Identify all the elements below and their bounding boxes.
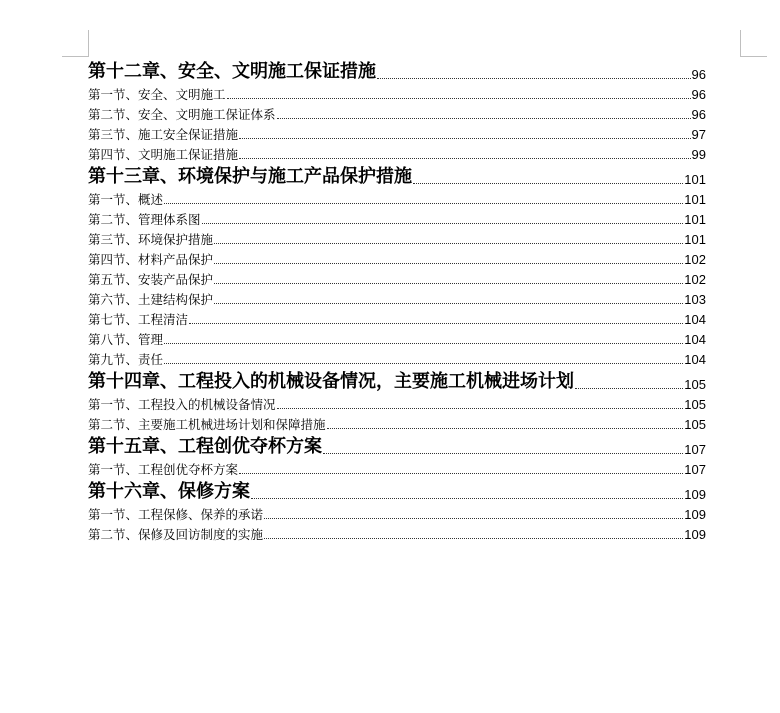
toc-dot-leader	[164, 343, 683, 344]
crop-mark-top-right	[740, 30, 767, 57]
toc-dot-leader	[251, 498, 683, 499]
toc-entry-title: 第十四章、工程投入的机械设备情况，主要施工机械进场计划	[88, 371, 574, 392]
toc-dot-leader	[413, 183, 683, 184]
toc-page-number: 96	[691, 87, 706, 102]
toc-dot-leader	[164, 203, 683, 204]
toc-entry-title: 第三节、施工安全保证措施	[88, 127, 239, 142]
toc-entry-title: 第二节、管理体系图	[88, 212, 201, 227]
toc-entry-title: 第一节、工程保修、保养的承诺	[88, 507, 264, 522]
toc-dot-leader	[164, 363, 683, 364]
toc-page-number: 109	[684, 487, 706, 502]
toc-section-entry[interactable]	[88, 83, 706, 103]
toc-page-number: 101	[684, 232, 706, 247]
toc-page-number: 104	[684, 312, 706, 327]
toc-dot-leader	[327, 428, 684, 429]
toc-section-entry[interactable]	[88, 503, 706, 523]
toc-entry-title: 第五节、安装产品保护	[88, 272, 214, 287]
toc-entry-title: 第九节、责任	[88, 352, 164, 367]
toc-section-entry[interactable]	[88, 103, 706, 123]
toc-section-entry[interactable]	[88, 458, 706, 478]
toc-section-entry[interactable]	[88, 248, 706, 268]
toc-dot-leader	[264, 538, 683, 539]
toc-section-entry[interactable]	[88, 523, 706, 543]
toc-section-entry[interactable]	[88, 188, 706, 208]
toc-dot-leader	[377, 78, 691, 79]
toc-section-entry[interactable]	[88, 393, 706, 413]
toc-page-number: 101	[684, 212, 706, 227]
toc-entry-title: 第一节、工程创优夺杯方案	[88, 462, 239, 477]
toc-dot-leader	[277, 118, 691, 119]
toc-dot-leader	[239, 158, 691, 159]
toc-dot-leader	[227, 98, 691, 99]
toc-page-number: 104	[684, 332, 706, 347]
toc-chapter-entry[interactable]	[88, 433, 706, 458]
toc-page-number: 109	[684, 527, 706, 542]
toc-dot-leader	[277, 408, 684, 409]
toc-entry-title: 第十六章、保修方案	[88, 481, 250, 502]
toc-page-number: 107	[684, 462, 706, 477]
toc-entry-title: 第一节、概述	[88, 192, 164, 207]
toc-entry-title: 第十五章、工程创优夺杯方案	[88, 436, 322, 457]
toc-entry-title: 第四节、文明施工保证措施	[88, 147, 239, 162]
toc-chapter-entry[interactable]	[88, 368, 706, 393]
toc-entry-title: 第二节、安全、文明施工保证体系	[88, 107, 276, 122]
toc-section-entry[interactable]	[88, 268, 706, 288]
toc-page-number: 102	[684, 272, 706, 287]
toc-page-number: 97	[691, 127, 706, 142]
toc-page-number: 105	[684, 417, 706, 432]
toc-section-entry[interactable]	[88, 123, 706, 143]
toc-page-number: 99	[691, 147, 706, 162]
toc-page-number: 104	[684, 352, 706, 367]
toc-section-entry[interactable]	[88, 328, 706, 348]
toc-page-number: 96	[691, 107, 706, 122]
toc-chapter-entry[interactable]	[88, 58, 706, 83]
toc-dot-leader	[239, 473, 683, 474]
toc-entry-title: 第一节、工程投入的机械设备情况	[88, 397, 276, 412]
toc-dot-leader	[323, 453, 683, 454]
toc-entry-title: 第七节、工程清洁	[88, 312, 189, 327]
table-of-contents	[88, 58, 706, 543]
toc-page-number: 103	[684, 292, 706, 307]
toc-page-number: 101	[684, 172, 706, 187]
toc-page-number: 107	[684, 442, 706, 457]
toc-dot-leader	[214, 243, 683, 244]
toc-entry-title: 第八节、管理	[88, 332, 164, 347]
toc-dot-leader	[264, 518, 683, 519]
toc-page-number: 109	[684, 507, 706, 522]
toc-page-number: 101	[684, 192, 706, 207]
toc-dot-leader	[214, 263, 683, 264]
toc-entry-title: 第一节、安全、文明施工	[88, 87, 226, 102]
toc-section-entry[interactable]	[88, 228, 706, 248]
toc-entry-title: 第二节、保修及回访制度的实施	[88, 527, 264, 542]
toc-entry-title: 第四节、材料产品保护	[88, 252, 214, 267]
toc-dot-leader	[214, 303, 683, 304]
toc-entry-title: 第二节、主要施工机械进场计划和保障措施	[88, 417, 326, 432]
toc-section-entry[interactable]	[88, 308, 706, 328]
toc-dot-leader	[239, 138, 691, 139]
toc-section-entry[interactable]	[88, 288, 706, 308]
toc-dot-leader	[214, 283, 683, 284]
toc-entry-title: 第六节、土建结构保护	[88, 292, 214, 307]
toc-section-entry[interactable]	[88, 208, 706, 228]
toc-page-number: 96	[691, 67, 706, 82]
toc-entry-title: 第三节、环境保护措施	[88, 232, 214, 247]
toc-section-entry[interactable]	[88, 348, 706, 368]
crop-mark-top-left	[62, 30, 89, 57]
toc-entry-title: 第十三章、环境保护与施工产品保护措施	[88, 166, 412, 187]
toc-chapter-entry[interactable]	[88, 478, 706, 503]
toc-section-entry[interactable]	[88, 143, 706, 163]
toc-section-entry[interactable]	[88, 413, 706, 433]
toc-entry-title: 第十二章、安全、文明施工保证措施	[88, 61, 376, 82]
toc-dot-leader	[189, 323, 683, 324]
toc-page-number: 105	[684, 377, 706, 392]
toc-dot-leader	[202, 223, 684, 224]
toc-dot-leader	[575, 388, 683, 389]
toc-page-number: 105	[684, 397, 706, 412]
toc-chapter-entry[interactable]	[88, 163, 706, 188]
toc-page-number: 102	[684, 252, 706, 267]
